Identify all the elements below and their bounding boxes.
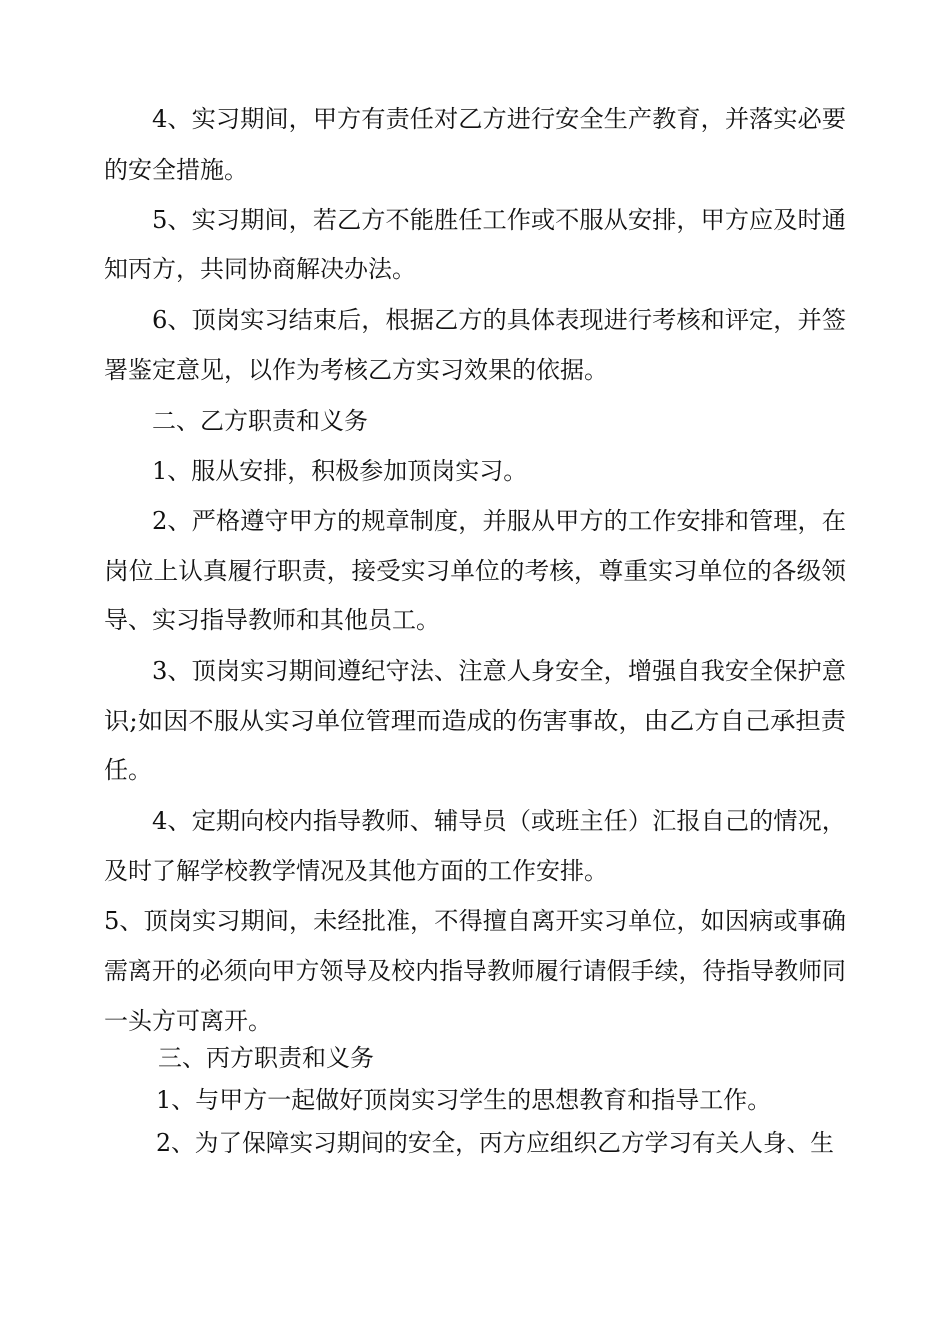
paragraph-line <box>0 350 950 390</box>
line-text: 署鉴定意见，以作为考核乙方实习效果的依据。 <box>104 356 608 384</box>
line-text: 1、服从安排，积极参加顶岗实习。 <box>152 457 528 485</box>
paragraph-line <box>0 701 950 741</box>
line-text: 导、实习指导教师和其他员工。 <box>104 606 440 634</box>
paragraph-line <box>0 99 950 139</box>
line-text: 及时了解学校教学情况及其他方面的工作安排。 <box>104 857 608 885</box>
line-text: 一头方可离开。 <box>104 1007 272 1035</box>
paragraph-line <box>0 801 950 841</box>
line-text: 5、顶岗实习期间，未经批准，不得擅自离开实习单位，如因病或事确 <box>104 907 846 935</box>
line-text: 5、实习期间，若乙方不能胜任工作或不服从安排，甲方应及时通 <box>152 206 846 234</box>
paragraph-line <box>0 451 950 491</box>
line-text: 的安全措施。 <box>104 156 248 184</box>
line-text: 任。 <box>104 756 152 784</box>
line-text: 识;如因不服从实习单位管理而造成的伤害事故，由乙方自己承担责 <box>104 707 846 735</box>
section-heading <box>0 1038 950 1078</box>
paragraph-line <box>0 1123 950 1163</box>
line-text: 知丙方，共同协商解决办法。 <box>104 255 416 283</box>
line-text: 2、为了保障实习期间的安全，丙方应组织乙方学习有关人身、生 <box>156 1129 834 1157</box>
paragraph-line <box>0 851 950 891</box>
paragraph-line <box>0 951 950 991</box>
section-heading <box>0 401 950 441</box>
paragraph-line <box>0 1080 950 1120</box>
section-heading-text: 二、乙方职责和义务 <box>152 407 368 435</box>
line-text: 岗位上认真履行职责，接受实习单位的考核，尊重实习单位的各级领 <box>104 557 847 585</box>
paragraph-line <box>0 901 950 941</box>
line-text: 需离开的必须向甲方领导及校内指导教师履行请假手续，待指导教师同 <box>104 957 846 985</box>
line-text: 4、实习期间，甲方有责任对乙方进行安全生产教育，并落实必要 <box>152 105 846 133</box>
paragraph-line <box>0 200 950 240</box>
paragraph-line <box>0 300 950 340</box>
line-text: 6、顶岗实习结束后，根据乙方的具体表现进行考核和评定，并签 <box>152 306 846 334</box>
paragraph-line <box>0 551 950 591</box>
line-text: 2、严格遵守甲方的规章制度，并服从甲方的工作安排和管理，在 <box>152 507 846 535</box>
paragraph-line <box>0 150 950 190</box>
paragraph-line <box>0 651 950 691</box>
paragraph-line <box>0 750 950 790</box>
paragraph-line <box>0 501 950 541</box>
line-text: 1、与甲方一起做好顶岗实习学生的思想教育和指导工作。 <box>156 1086 772 1114</box>
paragraph-line <box>0 1001 950 1041</box>
paragraph-line <box>0 249 950 289</box>
line-text: 3、顶岗实习期间遵纪守法、注意人身安全，增强自我安全保护意 <box>152 657 846 685</box>
line-text: 4、定期向校内指导教师、辅导员（或班主任）汇报自己的情况， <box>152 807 846 835</box>
paragraph-line <box>0 600 950 640</box>
section-heading-text: 三、丙方职责和义务 <box>158 1044 374 1072</box>
